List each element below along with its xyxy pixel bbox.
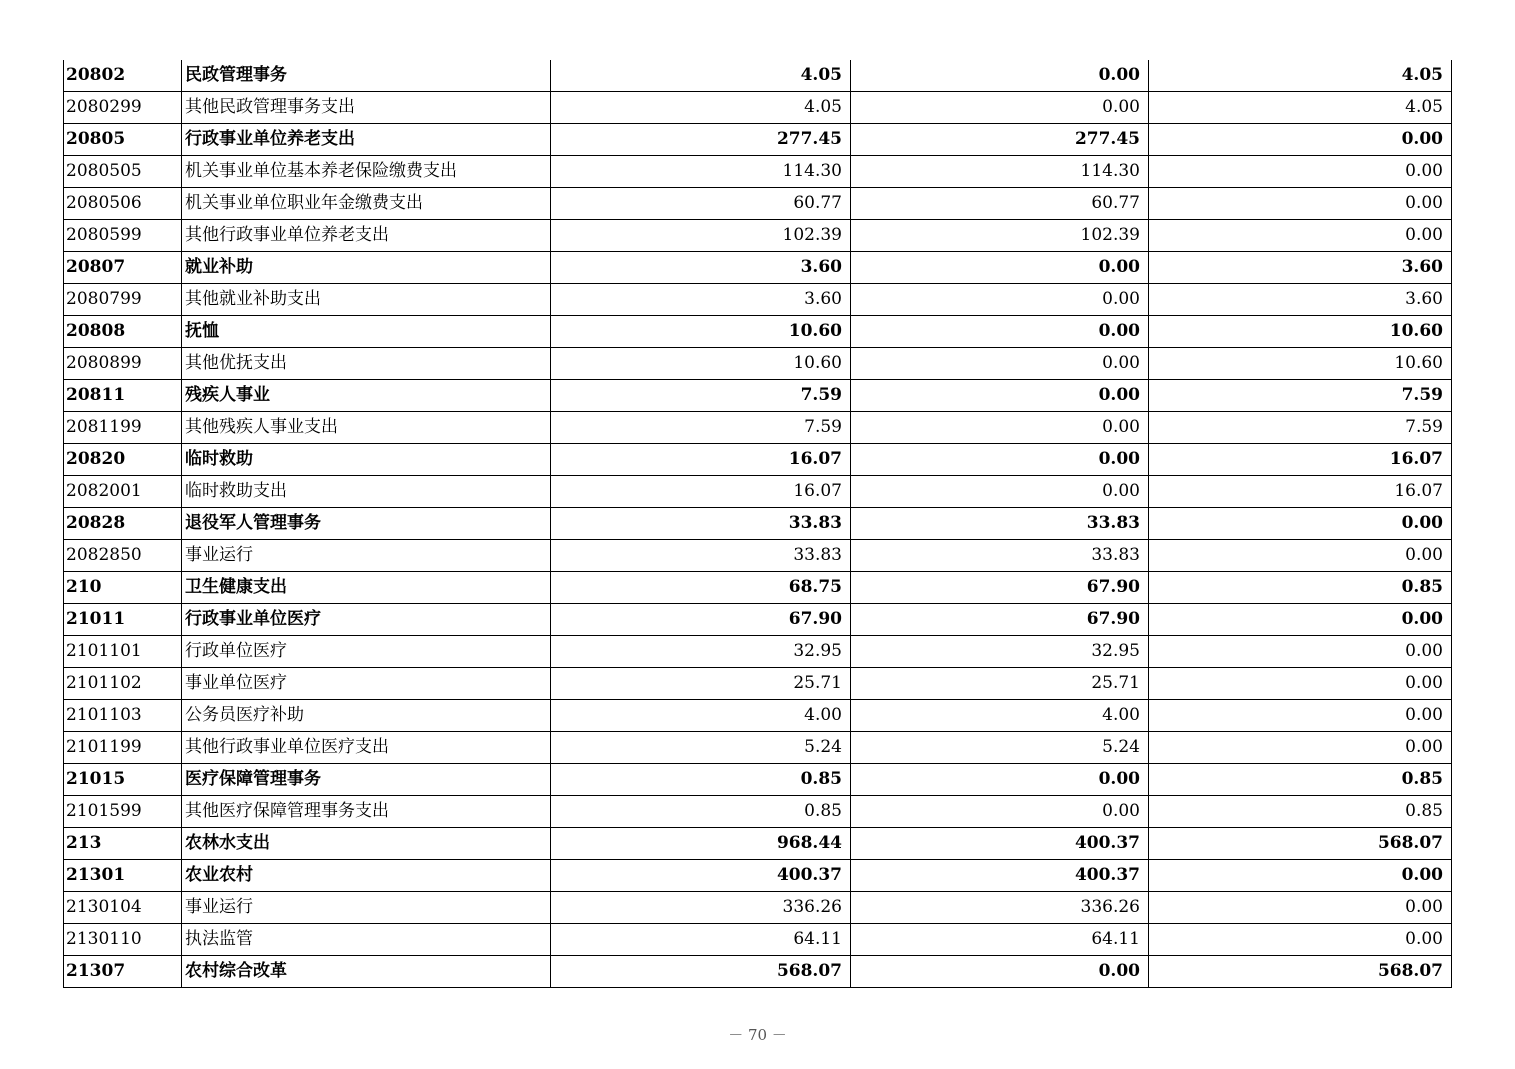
row-code-cell: 20808	[64, 316, 182, 348]
row-total-cell: 3.60	[551, 284, 851, 316]
table-row	[64, 412, 1452, 444]
row-name-cell: 其他民政管理事务支出	[182, 92, 551, 124]
row-total-cell: 68.75	[551, 572, 851, 604]
row-name-cell: 农村综合改革	[182, 956, 551, 988]
table-row	[64, 604, 1452, 636]
row-basic-cell: 114.30	[851, 156, 1149, 188]
row-total-cell: 4.05	[551, 92, 851, 124]
table-row	[64, 92, 1452, 124]
row-code-cell: 2080506	[64, 188, 182, 220]
table-row	[64, 924, 1452, 956]
table-row	[64, 796, 1452, 828]
row-code-cell: 20820	[64, 444, 182, 476]
row-name-cell: 公务员医疗补助	[182, 700, 551, 732]
row-code-cell: 2080899	[64, 348, 182, 380]
row-basic-cell: 400.37	[851, 860, 1149, 892]
row-name-cell: 事业运行	[182, 892, 551, 924]
row-project-cell: 10.60	[1149, 316, 1452, 348]
row-name-cell: 农林水支出	[182, 828, 551, 860]
row-basic-cell: 0.00	[851, 316, 1149, 348]
row-code-cell: 213	[64, 828, 182, 860]
row-total-cell: 277.45	[551, 124, 851, 156]
row-project-cell: 7.59	[1149, 412, 1452, 444]
row-total-cell: 7.59	[551, 380, 851, 412]
row-name-cell: 退役军人管理事务	[182, 508, 551, 540]
row-basic-cell: 0.00	[851, 444, 1149, 476]
row-basic-cell: 336.26	[851, 892, 1149, 924]
row-project-cell: 0.00	[1149, 604, 1452, 636]
table-row	[64, 156, 1452, 188]
table-row	[64, 348, 1452, 380]
row-project-cell: 0.00	[1149, 508, 1452, 540]
row-basic-cell: 400.37	[851, 828, 1149, 860]
row-code-cell: 2101199	[64, 732, 182, 764]
row-name-cell: 其他行政事业单位养老支出	[182, 220, 551, 252]
row-basic-cell: 0.00	[851, 764, 1149, 796]
row-code-cell: 2080505	[64, 156, 182, 188]
row-name-cell: 残疾人事业	[182, 380, 551, 412]
row-code-cell: 20802	[64, 60, 182, 92]
row-code-cell: 20811	[64, 380, 182, 412]
row-code-cell: 2080299	[64, 92, 182, 124]
row-total-cell: 25.71	[551, 668, 851, 700]
row-name-cell: 其他优抚支出	[182, 348, 551, 380]
row-name-cell: 抚恤	[182, 316, 551, 348]
row-name-cell: 行政单位医疗	[182, 636, 551, 668]
row-project-cell: 0.00	[1149, 156, 1452, 188]
row-project-cell: 0.00	[1149, 220, 1452, 252]
row-code-cell: 21011	[64, 604, 182, 636]
row-project-cell: 0.00	[1149, 668, 1452, 700]
row-basic-cell: 5.24	[851, 732, 1149, 764]
table-row	[64, 252, 1452, 284]
row-code-cell: 2082001	[64, 476, 182, 508]
row-basic-cell: 67.90	[851, 572, 1149, 604]
row-project-cell: 0.00	[1149, 188, 1452, 220]
row-basic-cell: 277.45	[851, 124, 1149, 156]
row-total-cell: 10.60	[551, 348, 851, 380]
row-basic-cell: 0.00	[851, 60, 1149, 92]
table-row	[64, 700, 1452, 732]
row-project-cell: 3.60	[1149, 252, 1452, 284]
row-project-cell: 0.00	[1149, 540, 1452, 572]
row-basic-cell: 60.77	[851, 188, 1149, 220]
row-name-cell: 临时救助	[182, 444, 551, 476]
row-name-cell: 医疗保障管理事务	[182, 764, 551, 796]
row-basic-cell: 0.00	[851, 348, 1149, 380]
row-project-cell: 16.07	[1149, 444, 1452, 476]
row-code-cell: 20828	[64, 508, 182, 540]
row-code-cell: 210	[64, 572, 182, 604]
row-project-cell: 3.60	[1149, 284, 1452, 316]
table-row	[64, 316, 1452, 348]
page-number: － 70 －	[728, 1026, 787, 1044]
row-basic-cell: 0.00	[851, 92, 1149, 124]
row-total-cell: 336.26	[551, 892, 851, 924]
row-name-cell: 民政管理事务	[182, 60, 551, 92]
row-name-cell: 农业农村	[182, 860, 551, 892]
row-code-cell: 2080799	[64, 284, 182, 316]
row-project-cell: 0.00	[1149, 636, 1452, 668]
row-project-cell: 10.60	[1149, 348, 1452, 380]
row-code-cell: 2082850	[64, 540, 182, 572]
table-row	[64, 60, 1452, 92]
row-name-cell: 其他医疗保障管理事务支出	[182, 796, 551, 828]
row-name-cell: 机关事业单位基本养老保险缴费支出	[182, 156, 551, 188]
row-project-cell: 568.07	[1149, 956, 1452, 988]
table-row	[64, 668, 1452, 700]
row-total-cell: 16.07	[551, 476, 851, 508]
row-code-cell: 2101599	[64, 796, 182, 828]
row-basic-cell: 64.11	[851, 924, 1149, 956]
row-total-cell: 568.07	[551, 956, 851, 988]
row-project-cell: 0.00	[1149, 892, 1452, 924]
row-code-cell: 2101102	[64, 668, 182, 700]
row-project-cell: 16.07	[1149, 476, 1452, 508]
table-row	[64, 284, 1452, 316]
table-row	[64, 124, 1452, 156]
row-name-cell: 临时救助支出	[182, 476, 551, 508]
row-basic-cell: 67.90	[851, 604, 1149, 636]
row-project-cell: 0.00	[1149, 700, 1452, 732]
row-name-cell: 事业运行	[182, 540, 551, 572]
table-row	[64, 892, 1452, 924]
row-total-cell: 400.37	[551, 860, 851, 892]
row-basic-cell: 33.83	[851, 540, 1149, 572]
row-project-cell: 4.05	[1149, 60, 1452, 92]
row-basic-cell: 32.95	[851, 636, 1149, 668]
row-name-cell: 其他就业补助支出	[182, 284, 551, 316]
row-project-cell: 568.07	[1149, 828, 1452, 860]
row-name-cell: 行政事业单位医疗	[182, 604, 551, 636]
table-row	[64, 956, 1452, 988]
row-basic-cell: 0.00	[851, 796, 1149, 828]
row-total-cell: 114.30	[551, 156, 851, 188]
row-total-cell: 60.77	[551, 188, 851, 220]
row-total-cell: 32.95	[551, 636, 851, 668]
row-total-cell: 33.83	[551, 508, 851, 540]
table-row	[64, 380, 1452, 412]
row-code-cell: 2130104	[64, 892, 182, 924]
row-basic-cell: 0.00	[851, 956, 1149, 988]
row-total-cell: 102.39	[551, 220, 851, 252]
row-code-cell: 2080599	[64, 220, 182, 252]
row-total-cell: 33.83	[551, 540, 851, 572]
row-basic-cell: 4.00	[851, 700, 1149, 732]
table-row	[64, 572, 1452, 604]
row-total-cell: 0.85	[551, 764, 851, 796]
row-name-cell: 执法监管	[182, 924, 551, 956]
row-code-cell: 20805	[64, 124, 182, 156]
row-name-cell: 行政事业单位养老支出	[182, 124, 551, 156]
row-total-cell: 5.24	[551, 732, 851, 764]
row-total-cell: 968.44	[551, 828, 851, 860]
row-total-cell: 0.85	[551, 796, 851, 828]
row-total-cell: 4.05	[551, 60, 851, 92]
row-total-cell: 16.07	[551, 444, 851, 476]
table-row	[64, 732, 1452, 764]
row-total-cell: 10.60	[551, 316, 851, 348]
row-code-cell: 2130110	[64, 924, 182, 956]
table-row	[64, 636, 1452, 668]
row-project-cell: 0.00	[1149, 124, 1452, 156]
row-basic-cell: 0.00	[851, 284, 1149, 316]
table-row	[64, 828, 1452, 860]
table-row	[64, 508, 1452, 540]
row-basic-cell: 0.00	[851, 252, 1149, 284]
row-project-cell: 0.00	[1149, 860, 1452, 892]
row-basic-cell: 0.00	[851, 476, 1149, 508]
row-code-cell: 20807	[64, 252, 182, 284]
table-row	[64, 188, 1452, 220]
table-row	[64, 860, 1452, 892]
budget-table	[63, 60, 1452, 988]
row-basic-cell: 33.83	[851, 508, 1149, 540]
row-total-cell: 3.60	[551, 252, 851, 284]
row-basic-cell: 102.39	[851, 220, 1149, 252]
row-name-cell: 事业单位医疗	[182, 668, 551, 700]
table-row	[64, 764, 1452, 796]
row-name-cell: 其他行政事业单位医疗支出	[182, 732, 551, 764]
row-basic-cell: 0.00	[851, 412, 1149, 444]
table-row	[64, 476, 1452, 508]
row-project-cell: 0.00	[1149, 732, 1452, 764]
row-project-cell: 0.85	[1149, 572, 1452, 604]
row-project-cell: 0.85	[1149, 796, 1452, 828]
row-name-cell: 卫生健康支出	[182, 572, 551, 604]
row-code-cell: 21307	[64, 956, 182, 988]
row-name-cell: 其他残疾人事业支出	[182, 412, 551, 444]
table-row	[64, 444, 1452, 476]
row-project-cell: 4.05	[1149, 92, 1452, 124]
row-code-cell: 21301	[64, 860, 182, 892]
row-total-cell: 64.11	[551, 924, 851, 956]
row-total-cell: 67.90	[551, 604, 851, 636]
row-total-cell: 7.59	[551, 412, 851, 444]
row-basic-cell: 25.71	[851, 668, 1149, 700]
row-name-cell: 机关事业单位职业年金缴费支出	[182, 188, 551, 220]
row-code-cell: 2101103	[64, 700, 182, 732]
row-code-cell: 21015	[64, 764, 182, 796]
row-project-cell: 0.00	[1149, 924, 1452, 956]
table-row	[64, 540, 1452, 572]
row-name-cell: 就业补助	[182, 252, 551, 284]
row-basic-cell: 0.00	[851, 380, 1149, 412]
row-project-cell: 0.85	[1149, 764, 1452, 796]
row-code-cell: 2101101	[64, 636, 182, 668]
row-code-cell: 2081199	[64, 412, 182, 444]
row-total-cell: 4.00	[551, 700, 851, 732]
table-row	[64, 220, 1452, 252]
table-body	[64, 60, 1452, 988]
row-project-cell: 7.59	[1149, 380, 1452, 412]
